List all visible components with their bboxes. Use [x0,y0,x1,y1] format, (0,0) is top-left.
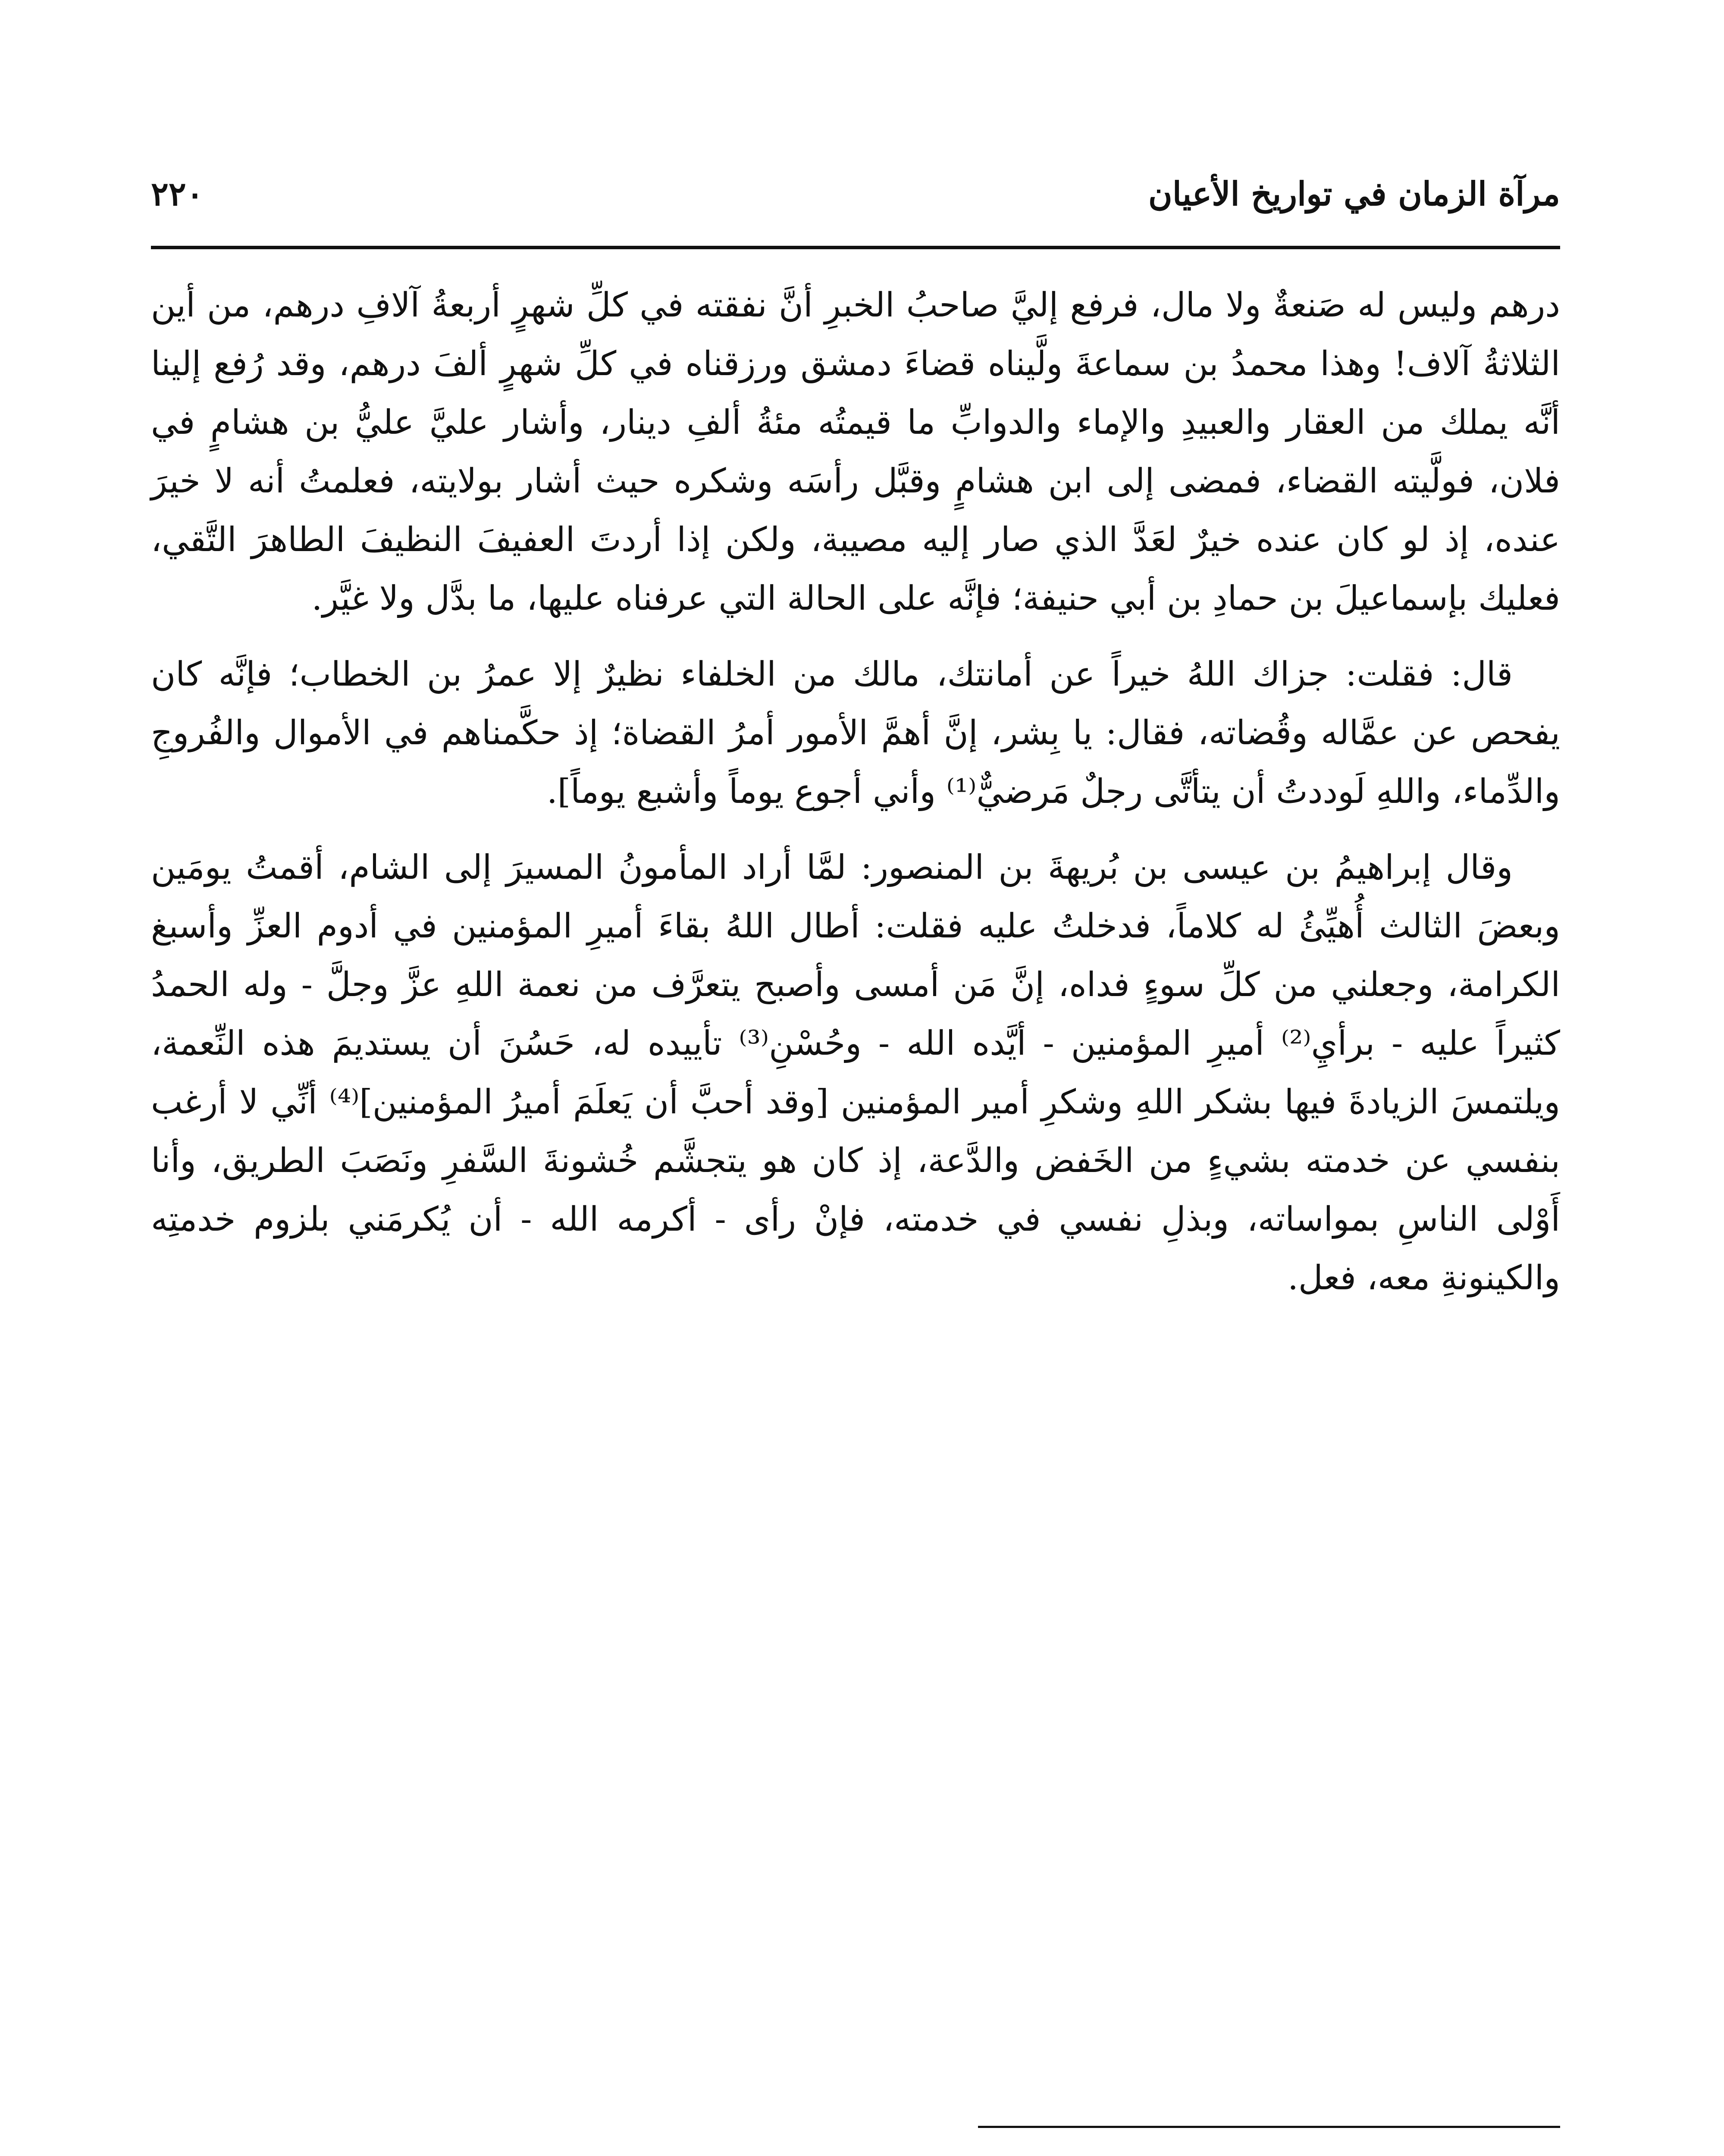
book-title: مرآة الزمان في تواريخ الأعيان [1148,175,1560,213]
paragraph-2: قال: فقلت: جزاك اللهُ خيراً عن أمانتك، مالك من الخلفاء نظيرٌ إلا عمرُ بن الخطاب؛ فإنَّه كان يفحص عن عمَّاله وقُضاته، فقال: يا بِشر، إنَّ أهمَّ الأمور أمرُ القضاة؛ إذ حكَّمناهم في الأموال والفُروجِ والدِّماء، واللهِ لَوددتُ أن يتأتَّى رجلٌ مَرضيٌّ⁽¹⁾ وأني أجوع يوماً وأشبع يوماً]. [151,655,1560,811]
paragraph-1: درهم وليس له صَنعةٌ ولا مال، فرفع إليَّ صاحبُ الخبرِ أنَّ نفقته في كلِّ شهرٍ أربعةُ آلافِ درهم، من أين الثلاثةُ آلاف! وهذا محمدُ بن سماعةَ ولَّيناه قضاءَ دمشق ورزقناه في كلِّ شهرٍ ألفَ درهم، وقد رُفع إلينا أنَّه يملك من العقار والعبيدِ والإماء والدوابِّ ما قيمتُه مئةُ ألفِ دينار، وأشار عليَّ عليُّ بن هشامٍ في فلان، فولَّيته القضاء، فمضى إلى ابن هشامٍ وقبَّل رأسَه وشكره حيث أشار بولايته، فعلمتُ أنه لا خيرَ عنده، إذ لو كان عنده خيرٌ لعَدَّ الذي صار إليه مصيبة، ولكن إذا أردتَ العفيفَ النظيفَ الطاهرَ التَّقي، فعليك بإسماعيلَ بن حمادِ بن أبي حنيفة؛ فإنَّه على الحالة التي عرفناه عليها، ما بدَّل ولا غيَّر. [151,286,1560,618]
footnotes [151,2152,1560,2156]
paragraph-3: وقال إبراهيمُ بن عيسى بن بُريهةَ بن المنصور: لمَّا أراد المأمونُ المسيرَ إلى الشام، أقمتُ يومَين وبعضَ الثالث أُهيِّئُ له كلاماً، فدخلتُ عليه فقلت: أطال اللهُ بقاءَ أميرِ المؤمنين في أدوم العزِّ وأسبغ الكرامة، وجعلني من كلِّ سوءٍ فداه، إنَّ مَن أمسى وأصبح يتعرَّف من نعمة اللهِ عزَّ وجلَّ - وله الحمدُ كثيراً عليه - برأيِ⁽²⁾ أميرِ المؤمنين - أيَّده الله - وحُسْنِ⁽³⁾ تأييده له، حَسُنَ أن يستديمَ هذه النِّعمة، ويلتمسَ الزيادةَ فيها بشكر اللهِ وشكرِ أمير المؤمنين [وقد أحبَّ أن يَعلَمَ أميرُ المؤمنين]⁽⁴⁾ أنِّي لا أرغب بنفسي عن خدمته بشيءٍ من الخَفض والدَّعة، إذ كان هو يتجشَّم خُشونةَ السَّفرِ ونَصَبَ الطريق، وأنا أَوْلى الناسِ بمواساته، وبذلِ نفسي في خدمته، فإنْ رأى - أكرمه الله - أن يُكرمَني بلزوم خدمتِه والكينونةِ معه، فعل. [151,848,1561,1297]
header-divider [151,246,1560,249]
page-number: ٢٢٠ [151,175,204,213]
footnote-divider [978,2126,1560,2128]
main-text-body [151,276,1560,1325]
footnote-1 [151,2152,1560,2156]
running-header [151,168,1560,229]
